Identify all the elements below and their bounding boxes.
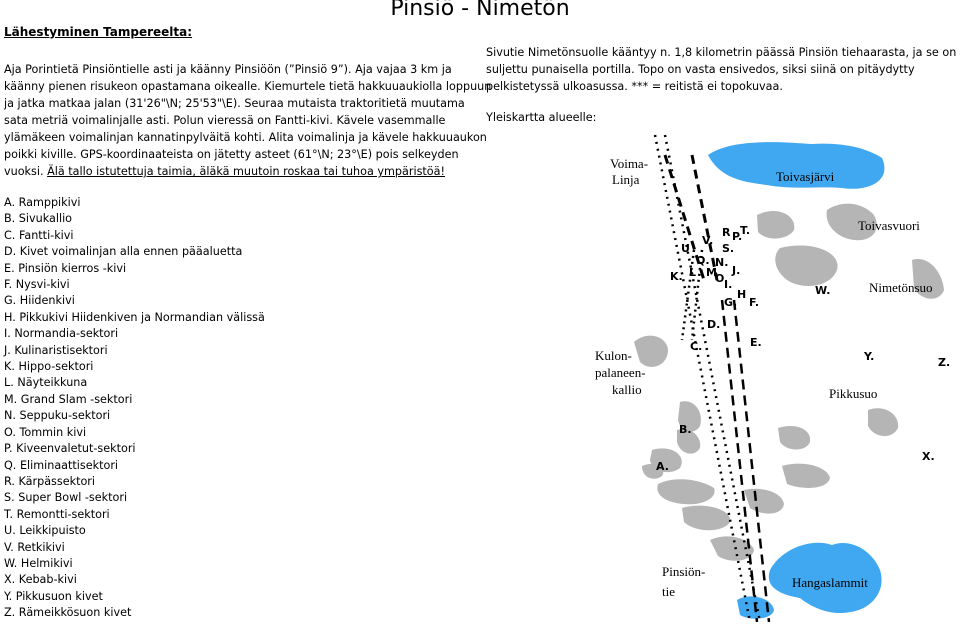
legend-name: Pinsiön kierros -kivi [18,261,127,275]
map-marker-p: P. [732,230,743,243]
map-marker-s: S. [722,242,735,255]
map-marker-j: J. [732,264,741,277]
legend-list [4,195,265,622]
legend-letter: U. [4,524,16,538]
legend-name: Rämeikkösuon kivet [18,606,132,620]
approach-text [4,61,492,180]
legend-letter: D. [4,245,17,259]
legend-letter: E. [4,261,15,275]
map-marker-m: M [706,266,717,279]
legend-letter: B. [4,212,16,226]
legend-name: Retkikivi [17,540,65,554]
label-pinsiontie: Pinsiön- [662,564,706,579]
map-marker-k: K. [670,270,683,283]
map-marker-o: O [715,272,725,285]
label-toivasvuori: Toivasvuori [858,218,920,233]
approach-heading: Lähestyminen Tampereelta: [4,25,193,39]
environment-warning: Älä tallo istutettuja taimia, äläkä muutoin roskaa tai tuhoa ympäristöä! [47,165,445,178]
legend-letter: T. [4,507,14,521]
legend-item [4,589,265,605]
legend-name: Sivukallio [18,212,73,226]
map-marker-x: X. [922,450,935,463]
legend-item [4,540,265,556]
legend-name: Normandia-sektori [14,327,119,341]
map-marker-c: C. [690,340,703,353]
legend-letter: G. [4,294,17,308]
map-marker-h: H [737,288,747,301]
path-dotted [655,135,750,622]
approach-line: käänny pienen risukeon opastamana oikealle. Kiemurtele tietä hakkuuaukiolla loppuun [4,80,492,93]
legend-name: Fantti-kivi [18,228,74,242]
legend-item [4,441,265,457]
rock-area [775,245,837,286]
legend-item [4,556,265,572]
legend-item [4,507,265,523]
map-marker-n: N. [715,256,729,269]
legend-letter: H. [4,310,16,324]
map-marker-g: G. [724,296,738,309]
map-marker-i: I. [724,278,733,291]
map-marker-t: T. [740,224,751,237]
label-kulonpalaneenkallio: Kulon- [595,348,632,363]
map-marker-l: L [689,266,697,279]
legend-letter: P. [4,442,13,456]
approach-line: Aja Porintietä Pinsiöntielle asti ja käänny Pinsiöön (”Pinsiö 9”). Aja vajaa 3 km ja [4,63,452,76]
approach-line: sata metriä voimalinjalle asti. Polun vieressä on Fantti-kivi. Kävele vasemmalle [4,114,446,127]
label-nimetonsuo: Nimetönsuo [869,280,933,295]
map-marker-u: U [681,242,690,255]
label-pikkusuo: Pikkusuo [829,386,878,401]
legend-item [4,310,265,326]
label-hangaslammit: Hangaslammit [792,575,868,590]
legend-letter: A. [4,196,16,209]
legend-name: Remontti-sektori [16,507,110,521]
approach-line: ja jatka matkaa jalan (31'26"\N; 25'53"\E). Seuraa mutaista traktoritietä muutama [4,97,465,110]
legend-item [4,293,265,309]
legend-name: Helmikivi [20,556,73,570]
info-line: Sivutie Nimetönsuolle kääntyy n. 1,8 kilometrin päässä Pinsiön tiehaarasta, ja se on [486,46,957,59]
legend-item [4,211,265,227]
approach-line: vuoksi. [4,165,44,178]
path-dotted [665,135,760,622]
legend-name: Kebab-kivi [18,573,77,587]
overview-map [482,130,958,622]
legend-name: Leikkipuisto [19,524,86,538]
legend-letter: Q. [4,458,17,472]
legend-item [4,375,265,391]
legend-name: Kulinaristisektori [14,343,108,357]
rock-area [782,464,830,488]
rock-area [634,336,668,367]
map-marker-f: F. [749,296,760,309]
approach-line: poikki kiville. GPS-koordinaateista on jätetty asteet (61°\N; 23°\E) pois selkeyden [4,148,459,161]
legend-item [4,523,265,539]
legend-item [4,228,265,244]
legend-letter: J. [4,343,11,357]
legend-item [4,195,265,211]
legend-name: Kivet voimalinjan alla ennen pääaluetta [19,245,243,259]
legend-letter: O. [4,425,16,439]
legend-name: Hippo-sektori [18,360,94,374]
legend-letter: F. [4,278,13,292]
legend-item [4,277,265,293]
legend-name: Kärpässektori [18,474,96,488]
info-line: pelkistetyssä ulkoasussa. *** = reitistä ei topokuvaa. [486,80,783,93]
legend-letter: Z. [4,606,16,620]
rock-area [682,506,730,531]
legend-name: Hiidenkivi [19,294,75,308]
legend-name: Super Bowl -sektori [18,491,128,505]
map-marker-a: A. [656,460,669,473]
legend-item [4,474,265,490]
legend-name: Nysvi-kivi [15,278,70,292]
legend-item [4,490,265,506]
rock-area [657,479,714,504]
label-voimalinja: Voima- [610,156,649,171]
map-marker-w: W. [815,284,831,297]
legend-item [4,572,265,588]
label-kulonpalaneenkallio: palaneen- [595,365,646,380]
map-marker-b: B. [679,423,692,436]
legend-name: Seppuku-sektori [19,409,111,423]
map-marker-v: V. [702,234,714,247]
legend-name: Eliminaattisektori [19,458,119,472]
label-toivasjarvi: Toivasjärvi [776,169,835,184]
legend-name: Tommin kivi [19,425,87,439]
legend-letter: I. [4,327,11,341]
legend-letter: M. [4,392,18,406]
label-pinsiontie: tie [662,584,675,599]
info-line: suljettu punaisella portilla. Topo on vasta ensivedos, siksi siinä on pitäydytty [486,63,915,76]
legend-letter: K. [4,360,15,374]
legend-name: Ramppikivi [18,196,81,209]
legend-item [4,359,265,375]
overview-heading: Yleiskartta alueelle: [486,111,597,124]
map-marker-y: Y. [864,350,875,363]
legend-letter: N. [4,409,16,423]
legend-item [4,458,265,474]
legend-item [4,605,265,621]
legend-letter: S. [4,491,15,505]
legend-item [4,244,265,260]
legend-letter: V. [4,540,14,554]
map-marker-e: E. [750,336,762,349]
rock-areas [634,204,944,561]
legend-letter: L. [4,376,14,390]
legend-name: Kiveenvaletut-sektori [16,442,136,456]
rock-area [868,408,898,436]
label-kulonpalaneenkallio: kallio [612,382,642,397]
rock-area [778,426,810,450]
map-marker-r: R [722,226,731,239]
map-marker-q: Q. [696,254,710,267]
legend-name: Grand Slam -sektori [20,392,133,406]
map-marker-z: Z. [938,356,951,369]
info-text [486,44,956,95]
legend-letter: Y. [4,589,13,603]
legend-letter: C. [4,228,16,242]
legend-item [4,408,265,424]
page-title: Pinsiö - Nimetön [390,0,570,21]
legend-item [4,425,265,441]
legend-item [4,261,265,277]
label-voimalinja: Linja [612,172,640,187]
legend-name: Näyteikkuna [17,376,88,390]
legend-letter: X. [4,573,16,587]
trail [682,250,697,340]
legend-item [4,343,265,359]
legend-letter: R. [4,474,15,488]
approach-line: ylämäkeen voimalinjan kannatinpylväitä kohti. Alita voimalinja ja kävele hakkuuaukon [4,131,487,144]
legend-item [4,326,265,342]
approach-last-line [4,163,474,180]
legend-item [4,392,265,408]
legend-name: Pikkusuon kivet [15,589,103,603]
map-marker-d: D. [707,318,721,331]
rock-area [757,211,794,239]
legend-name: Pikkukivi Hiidenkiven ja Normandian välissä [19,310,265,324]
rock-area [744,489,784,514]
legend-letter: W. [4,556,18,570]
